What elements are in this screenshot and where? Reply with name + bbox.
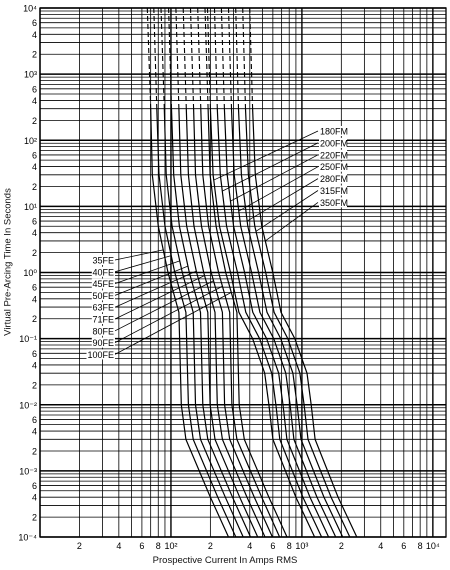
45fe-label: 45FE (92, 279, 114, 290)
200fm-curve (217, 109, 321, 537)
80fe-curve-dashed (191, 8, 194, 109)
y-tick-label: 6 (31, 216, 37, 227)
y-tick-label: 10⁻³ (19, 466, 37, 477)
220fm-curve-dashed (221, 8, 224, 109)
315fm-curve-dashed (243, 8, 246, 109)
y-tick-label: 10⁴ (23, 3, 37, 14)
x-tick-label: 8 (286, 541, 292, 551)
y-tick-label: 10³ (23, 69, 37, 80)
y-tick-label: 2 (31, 446, 37, 457)
x-tick-label: 2 (338, 541, 344, 551)
x-tick-label: 2 (76, 541, 82, 551)
y-axis-label-wrap (0, 0, 14, 570)
y-tick-label: 2 (31, 181, 37, 192)
90fe-leader (115, 286, 222, 342)
x-tick-label: 4 (378, 541, 384, 551)
50fe-curve (172, 109, 251, 537)
180fm-label: 180FM (320, 126, 349, 137)
35fe-leader (115, 250, 163, 260)
x-tick-label: 8 (155, 541, 161, 551)
220fm-curve (224, 109, 328, 537)
63fe-curve (179, 109, 258, 537)
250fm-label: 250FM (320, 162, 349, 173)
63fe-label: 63FE (92, 302, 114, 313)
315fm-label: 315FM (320, 186, 349, 196)
y-tick-label: 2 (31, 248, 37, 259)
200fm-curve-dashed (215, 8, 218, 109)
y-tick-label: 2 (31, 314, 37, 325)
y-tick-label: 2 (31, 49, 37, 60)
100fe-curve-dashed (205, 8, 208, 109)
35fe-label: 35FE (92, 255, 114, 266)
y-tick-label: 2 (31, 380, 37, 391)
180fm-curve-dashed (208, 8, 211, 109)
x-tick-label: 6 (401, 541, 407, 551)
350fm-label: 350FM (320, 197, 349, 208)
90fe-curve-dashed (198, 8, 201, 109)
40fe-label: 40FE (92, 267, 114, 278)
y-tick-label: 4 (31, 162, 37, 173)
63fe-curve-dashed (176, 8, 179, 109)
80fe-label: 80FE (92, 326, 114, 337)
x-tick-label: 6 (270, 541, 276, 551)
x-tick-label: 10² (164, 541, 178, 551)
y-tick-label: 4 (31, 294, 37, 305)
y-tick-label: 10⁻¹ (19, 334, 37, 345)
x-tick-label: 4 (247, 541, 253, 551)
y-tick-label: 4 (31, 426, 37, 437)
71fe-label: 71FE (92, 314, 114, 325)
curve-labels (87, 126, 349, 360)
35fe-curve-dashed (147, 8, 150, 109)
40fe-curve-dashed (154, 8, 157, 109)
71fe-curve (186, 109, 265, 537)
315fm-curve (246, 109, 350, 537)
y-tick-label: 4 (31, 360, 37, 371)
250fm-curve-dashed (229, 8, 232, 109)
y-tick-label: 6 (31, 84, 37, 95)
y-tick-label: 4 (31, 95, 37, 106)
y-tick-label: 10¹ (23, 201, 37, 212)
80fe-curve (194, 109, 273, 537)
x-tick-label: 4 (116, 541, 122, 551)
x-tick-label: 10⁴ (425, 541, 440, 551)
y-tick-label: 10² (23, 135, 37, 146)
y-tick-label: 6 (31, 414, 37, 425)
71fe-leader (115, 276, 205, 319)
280fm-label: 280FM (320, 174, 349, 185)
x-tick-label: 6 (139, 541, 145, 551)
90fe-label: 90FE (92, 338, 114, 349)
y-tick-label: 2 (31, 512, 37, 523)
71fe-curve-dashed (183, 8, 186, 109)
45fe-curve-dashed (161, 8, 164, 109)
y-tick-label: 6 (31, 481, 37, 492)
y-tick-label: 10⁰ (23, 268, 37, 278)
100fe-label: 100FE (87, 349, 114, 360)
y-tick-label: 6 (31, 150, 37, 161)
x-axis-label: Prospective Current In Amps RMS (152, 555, 298, 566)
y-tick-label: 10⁻² (19, 400, 37, 411)
45fe-curve (164, 109, 243, 537)
280fm-curve (239, 109, 343, 537)
63fe-leader (115, 271, 196, 307)
40fe-curve (157, 109, 236, 537)
y-axis-label: Virtual Pre-Arcing Time In Seconds (2, 188, 14, 336)
280fm-curve-dashed (236, 8, 239, 109)
y-tick-label: 6 (31, 18, 37, 29)
y-tick-label: 4 (31, 492, 37, 503)
35fe-curve (151, 109, 229, 537)
x-tick-label: 2 (207, 541, 213, 551)
y-tick-label: 4 (31, 228, 37, 239)
200fm-label: 200FM (320, 138, 349, 149)
280fm-leader (247, 179, 318, 221)
x-tick-label: 8 (417, 541, 423, 551)
x-tick-label: 10³ (295, 541, 309, 551)
tick-labels (18, 4, 440, 552)
y-tick-label: 10⁻⁴ (18, 532, 37, 543)
220fm-label: 220FM (320, 150, 349, 161)
220fm-leader (230, 155, 318, 201)
y-tick-label: 6 (31, 282, 37, 293)
y-tick-label: 6 (31, 348, 37, 359)
y-tick-label: 2 (31, 115, 37, 126)
50fe-label: 50FE (92, 290, 114, 301)
y-tick-label: 4 (31, 29, 37, 40)
label-leader-lines (115, 131, 318, 354)
